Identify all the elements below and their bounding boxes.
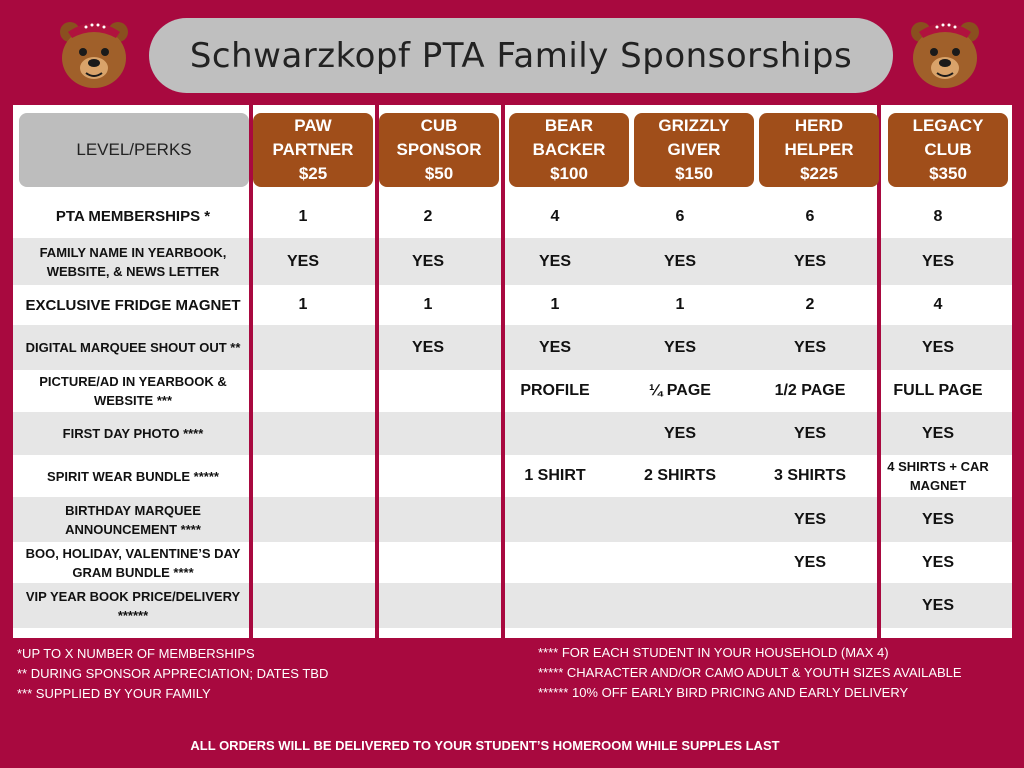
table-cell	[366, 497, 490, 542]
table-cell: FULL PAGE	[893, 382, 983, 399]
sponsorship-table	[13, 105, 1012, 638]
perk-label: VIP YEAR BOOK PRICE/DELIVERY ******	[25, 588, 241, 623]
bear-mascot-icon	[907, 12, 983, 92]
perk-label: BOO, HOLIDAY, VALENTINE’S DAY GRAM BUNDLE ****	[25, 545, 241, 580]
table-cell: 1/2 PAGE	[774, 382, 846, 399]
level-price: $100	[550, 164, 588, 183]
level-name: BEAR	[544, 116, 594, 135]
table-cell: YES	[663, 338, 696, 356]
table-cell: 4 SHIRTS + CAR MAGNET	[887, 459, 989, 493]
table-cell	[241, 325, 365, 370]
level-name: BACKER	[532, 140, 606, 159]
table-cell	[241, 412, 365, 455]
footnote: **** FOR EACH STUDENT IN YOUR HOUSEHOLD (MAX 4)	[538, 645, 889, 660]
level-name: PAW	[294, 116, 332, 135]
table-cell: YES	[411, 252, 444, 270]
level-header	[509, 113, 629, 187]
level-name: PARTNER	[272, 140, 354, 159]
table-cell	[618, 583, 742, 628]
table-cell: YES	[286, 252, 319, 270]
table-cell: 1	[423, 296, 433, 313]
table-cell: 1	[550, 296, 560, 313]
level-name: SPONSOR	[396, 140, 482, 159]
perk-label: EXCLUSIVE FRIDGE MAGNET	[25, 296, 241, 314]
level-price: $25	[298, 164, 328, 183]
table-cell: 2 SHIRTS	[643, 467, 716, 484]
table-cell: 1 SHIRT	[524, 467, 586, 484]
table-cell	[366, 455, 490, 497]
table-cell	[618, 542, 742, 583]
table-cell: YES	[411, 338, 444, 356]
table-cell	[366, 583, 490, 628]
table-cell: 1	[298, 207, 308, 225]
perk-label: BIRTHDAY MARQUEE ANNOUNCEMENT ****	[65, 502, 201, 537]
level-price: $50	[424, 164, 454, 183]
footnotes-right	[538, 643, 962, 703]
level-header	[759, 113, 879, 187]
table-cell: 4	[933, 296, 943, 313]
table-cell	[366, 412, 490, 455]
table-cell: YES	[793, 424, 826, 442]
table-cell: 2	[805, 296, 815, 313]
level-header	[379, 113, 499, 187]
level-name: LEGACY	[912, 116, 984, 135]
table-cell: 6	[675, 207, 685, 225]
table-cell: 1	[298, 296, 308, 313]
table-cell: YES	[921, 252, 954, 270]
table-cell	[618, 497, 742, 542]
table-cell	[493, 583, 617, 628]
table-header-label: LEVEL/PERKS	[19, 113, 249, 187]
table-cell: YES	[538, 252, 571, 270]
table-cell	[366, 370, 490, 412]
level-header	[253, 113, 373, 187]
footnote: ***** CHARACTER AND/OR CAMO ADULT & YOUTH SIZES AVAILABLE	[538, 665, 962, 680]
footnotes-left	[17, 644, 328, 704]
table-cell: YES	[793, 553, 826, 571]
table-cell	[241, 583, 365, 628]
level-name: GRIZZLY	[658, 116, 730, 135]
footnote: ** DURING SPONSOR APPRECIATION; DATES TBD	[17, 666, 329, 681]
table-cell: 1	[675, 296, 685, 313]
table-cell	[241, 455, 365, 497]
table-cell: YES	[921, 553, 954, 571]
table-cell: YES	[793, 338, 826, 356]
table-cell: YES	[921, 338, 954, 356]
table-cell: YES	[663, 424, 696, 442]
table-cell: YES	[793, 510, 826, 528]
footnote: *UP TO X NUMBER OF MEMBERSHIPS	[17, 646, 255, 661]
table-cell: YES	[921, 596, 954, 614]
table-cell	[493, 542, 617, 583]
table-cell: 3 SHIRTS	[773, 467, 846, 484]
level-price: $350	[929, 164, 967, 183]
table-cell	[748, 583, 872, 628]
perk-label: PTA MEMBERSHIPS *	[55, 208, 211, 225]
level-header	[888, 113, 1008, 187]
level-name: GIVER	[667, 140, 721, 159]
page-title: Schwarzkopf PTA Family Sponsorships	[149, 18, 893, 93]
table-cell	[241, 542, 365, 583]
bear-mascot-icon	[56, 12, 132, 92]
level-name: CLUB	[924, 140, 972, 159]
footnote: ****** 10% OFF EARLY BIRD PRICING AND EARLY DELIVERY	[538, 685, 909, 700]
table-cell	[241, 497, 365, 542]
level-name: HELPER	[784, 140, 854, 159]
table-cell	[241, 370, 365, 412]
table-cell: YES	[663, 252, 696, 270]
table-cell: YES	[793, 252, 826, 270]
table-cell: 4	[550, 207, 560, 225]
table-cell: YES	[538, 338, 571, 356]
level-header	[634, 113, 754, 187]
table-cell: YES	[921, 424, 954, 442]
table-cell	[366, 542, 490, 583]
level-name: HERD	[794, 116, 844, 135]
perk-label: FAMILY NAME IN YEARBOOK, WEBSITE, & NEWS LETTER	[39, 244, 227, 279]
table-cell	[493, 497, 617, 542]
table-cell: 6	[805, 207, 815, 225]
table-cell: 8	[933, 207, 943, 225]
perk-label: SPIRIT WEAR BUNDLE *****	[47, 468, 219, 484]
footnote: *** SUPPLIED BY YOUR FAMILY	[17, 686, 211, 701]
perk-label: FIRST DAY PHOTO ****	[62, 426, 204, 441]
level-price: $225	[800, 164, 838, 183]
footer-note: ALL ORDERS WILL BE DELIVERED TO YOUR STUDENT’S HOMEROOM WHILE SUPPLES LAST	[190, 738, 780, 753]
table-cell: ¼ PAGE	[649, 382, 711, 399]
table-cell: 2	[423, 207, 433, 225]
level-price: $150	[675, 164, 713, 183]
perk-label: DIGITAL MARQUEE SHOUT OUT **	[25, 340, 241, 355]
table-cell	[493, 412, 617, 455]
table-cell: PROFILE	[520, 382, 590, 399]
level-name: CUB	[420, 116, 458, 135]
perk-label: PICTURE/AD IN YEARBOOK & WEBSITE ***	[39, 374, 227, 408]
table-cell: YES	[921, 510, 954, 528]
